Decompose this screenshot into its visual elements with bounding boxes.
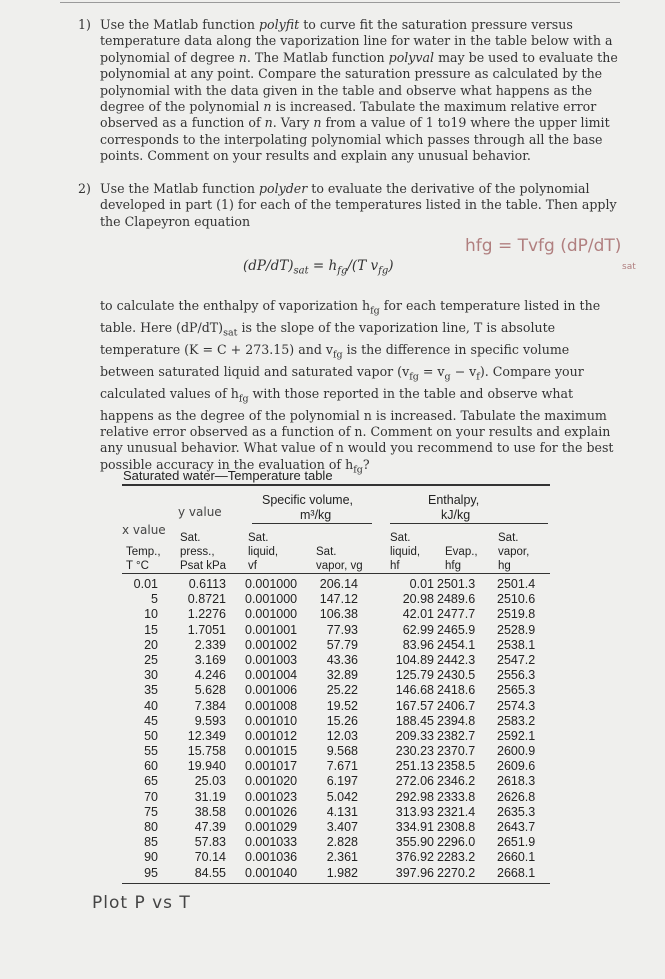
text-line: calculated values of $h_{fg}$ with those reported in the table and observe what (100, 385, 574, 405)
header-temp: Temp., T °C (126, 546, 161, 572)
table-cell: 42.01 (402, 607, 434, 622)
table-cell: 0.001012 (245, 728, 298, 743)
text-line: any unusual behavior. What value of n would you recommend to use for the best (100, 440, 614, 456)
table-cell: 146.68 (395, 683, 434, 698)
col-hg (497, 577, 535, 881)
question-2-number: 2) (78, 181, 91, 196)
header-hfg: Evap., hfg (445, 546, 478, 572)
table-cell: 9.568 (326, 744, 358, 759)
table-cell: 45 (144, 713, 158, 728)
table-cell: 15.758 (187, 744, 226, 759)
table-cell: 188.45 (395, 713, 434, 728)
table-top-rule (122, 484, 550, 486)
table-cell: 50 (144, 728, 158, 743)
table-cell: 77.93 (326, 622, 358, 637)
table-cell: 2556.3 (497, 668, 536, 683)
table-cell: 2358.5 (437, 759, 476, 774)
table-cell: 60 (144, 759, 158, 774)
handwritten-hfg-note: hfg = Tvfg (dP/dT) (465, 236, 622, 256)
table-cell: 2370.7 (437, 744, 476, 759)
table-cell: 2.339 (194, 637, 226, 652)
table-cell: 2465.9 (437, 622, 476, 637)
table-cell: 19.52 (326, 698, 358, 713)
text-line: possible accuracy in the evaluation of $h_{fg}$? (100, 456, 370, 476)
table-cell: 147.12 (319, 592, 358, 607)
table-cell: 2600.9 (497, 744, 536, 759)
table-cell: 230.23 (395, 744, 434, 759)
table-cell: 0.01 (409, 577, 434, 591)
table-cell: 1.982 (326, 865, 358, 880)
table-cell: 40 (144, 698, 158, 713)
table-cell: 70 (144, 789, 158, 804)
table-cell: 0.001040 (245, 865, 298, 880)
text-line: developed in part (1) for each of the temperatures listed in the table. Then apply (100, 197, 617, 213)
table-cell: 2574.3 (497, 698, 536, 713)
table-cell: 0.001010 (245, 713, 298, 728)
table-cell: 32.89 (326, 668, 358, 683)
table-cell: 57.83 (194, 835, 226, 850)
table-title: Saturated water—Temperature table (123, 468, 333, 483)
enthalpy-rule (390, 523, 548, 524)
table-cell: 4.131 (326, 804, 358, 819)
table-cell: 0.001006 (245, 683, 298, 698)
handwritten-x-value: x value (122, 523, 166, 537)
specific-volume-rule (252, 523, 372, 524)
table-cell: 6.197 (326, 774, 358, 789)
table-cell: 272.06 (395, 774, 434, 789)
table-cell: 251.13 (395, 759, 434, 774)
col-hfg (437, 577, 475, 881)
specific-volume-header: Specific volume, (262, 493, 354, 507)
table-cell: 2510.6 (497, 592, 536, 607)
table-cell: 2626.8 (497, 789, 536, 804)
table-cell: 0.001026 (245, 804, 298, 819)
handwritten-plot-note: Plot P vs T (92, 893, 191, 913)
table-cell: 2618.3 (497, 774, 536, 789)
table-cell: 20.98 (402, 592, 434, 607)
table-cell: 104.89 (395, 652, 434, 667)
table-cell: 3.169 (194, 652, 226, 667)
table-cell: 65 (144, 774, 158, 789)
table-cell: 25.03 (194, 774, 226, 789)
text-line: polynomial with the data given in the table and observe what happens as the (100, 82, 593, 98)
table-cell: 2489.6 (437, 592, 476, 607)
table-cell: 2547.2 (497, 652, 536, 667)
table-cell: 1.2276 (187, 607, 226, 622)
table-cell: 2418.6 (437, 683, 476, 698)
table-cell: 106.38 (319, 607, 358, 622)
table-cell: 84.55 (194, 865, 226, 880)
col-vf (245, 577, 297, 881)
table-cell: 397.96 (395, 865, 434, 880)
table-cell: 80 (144, 820, 158, 834)
table-cell: 334.91 (395, 820, 434, 834)
table-cell: 0.001004 (245, 668, 298, 683)
col-hf (388, 577, 434, 881)
question-1 (78, 17, 623, 165)
table-cell: 0.001008 (245, 698, 298, 713)
table-cell: 85 (144, 835, 158, 850)
table-cell: 2270.2 (437, 865, 476, 880)
table-cell: 1.7051 (187, 622, 226, 637)
table-cell: 2.361 (326, 850, 358, 865)
question-1-text (100, 17, 623, 165)
table-cell: 0.001001 (245, 622, 298, 637)
handwritten-y-value: y value (178, 505, 222, 519)
table-cell: 2538.1 (497, 637, 536, 652)
table-cell: 9.593 (194, 713, 226, 728)
table-cell: 12.03 (326, 728, 358, 743)
text-line: corresponds to the interpolating polynomial which passes through all the base (100, 131, 603, 147)
table-cell: 292.98 (395, 789, 434, 804)
table-cell: 2583.2 (497, 713, 536, 728)
text-line: happens as the degree of the polynomial n is increased. Tabulate the maximum (100, 407, 607, 423)
table-cell: 20 (144, 637, 158, 652)
text-line: temperature data along the vaporization line for water in the table below with a (100, 33, 613, 49)
table-cell: 2394.8 (437, 713, 476, 728)
table-cell: 57.79 (326, 637, 358, 652)
table-cell: 2442.3 (437, 652, 476, 667)
table-cell: 2430.5 (437, 668, 476, 683)
question-2-text-a (100, 181, 623, 230)
table-cell: 0.001000 (245, 577, 298, 591)
header-press: Sat. press., Psat kPa (180, 532, 227, 572)
enthalpy-header: Enthalpy, (428, 493, 480, 507)
handwritten-sat-sub: sat (622, 262, 636, 272)
table-cell: 62.99 (402, 622, 434, 637)
table-cell: 376.92 (395, 850, 434, 865)
table-cell: 0.001000 (245, 607, 298, 622)
table-cell: 35 (144, 683, 158, 698)
table-cell: 12.349 (187, 728, 226, 743)
table-cell: 2283.2 (437, 850, 476, 865)
header-hg: Sat. vapor, hg (498, 532, 530, 572)
col-press (168, 577, 226, 881)
table-cell: 70.14 (194, 850, 226, 865)
table-cell: 209.33 (395, 728, 434, 743)
table-cell: 2643.7 (497, 820, 536, 834)
header-vf: Sat. liquid, vf (248, 532, 279, 572)
table-cell: 2651.9 (497, 835, 536, 850)
text-line: relative error observed as a function of n. Comment on your results and explain (100, 424, 611, 440)
table-cell: 5 (151, 592, 158, 607)
table-cell: 2477.7 (437, 607, 476, 622)
table-cell: 2308.8 (437, 820, 476, 834)
table-cell: 0.001023 (245, 789, 298, 804)
table-cell: 0.001003 (245, 652, 298, 667)
header-hf: Sat. liquid, hf (390, 532, 421, 572)
table-cell: 15 (144, 622, 158, 637)
question-2 (78, 181, 623, 230)
table-cell: 75 (144, 804, 158, 819)
question-1-number: 1) (78, 17, 91, 32)
table-cell: 10 (144, 607, 158, 622)
table-header-rule (122, 573, 550, 574)
table-cell: 0.001036 (245, 850, 298, 865)
table-cell: 2406.7 (437, 698, 476, 713)
table-cell: 31.19 (194, 789, 226, 804)
text-line: Use the Matlab function polyfit to curve fit the saturation pressure versus (100, 17, 573, 32)
table-cell: 2519.8 (497, 607, 536, 622)
table-cell: 19.940 (187, 759, 226, 774)
question-2-continued (78, 298, 623, 479)
table-cell: 38.58 (194, 804, 226, 819)
clapeyron-equation: $(dP/dT)_{sat} = h_{fg}/(T$ $v_{fg}$) (243, 258, 394, 277)
table-cell: 7.384 (194, 698, 226, 713)
table-cell: 206.14 (319, 577, 358, 591)
text-line: polynomial of degree n. The Matlab function polyval may be used to evaluate the (100, 49, 618, 65)
table-cell: 2.828 (326, 835, 358, 850)
table-cell: 313.93 (395, 804, 434, 819)
text-line: temperature (K = C + 273.15) and $v_{fg}$ is the difference in specific volume (100, 341, 570, 361)
text-line: Use the Matlab function polyder to evaluate the derivative of the polynomial (100, 181, 590, 196)
table-cell: 2346.2 (437, 774, 476, 789)
text-line: degree of the polynomial n is increased. Tabulate the maximum relative error (100, 99, 597, 115)
table-cell: 2454.1 (437, 637, 476, 652)
table-cell: 2382.7 (437, 728, 476, 743)
table-cell: 355.90 (395, 835, 434, 850)
text-line: table. Here $(dP/dT)_{sat}$ is the slope of the vaporization line, T is absolute (100, 319, 556, 339)
table-cell: 0.001020 (245, 774, 298, 789)
table-cell: 2565.3 (497, 683, 536, 698)
table-cell: 83.96 (402, 637, 434, 652)
table-cell: 2333.8 (437, 789, 476, 804)
table-cell: 2528.9 (497, 622, 536, 637)
table-cell: 0.001029 (245, 820, 298, 834)
text-line: between saturated liquid and saturated vapor $(v_{fg} = v_g - v_f)$. Compare your (100, 363, 584, 383)
table-cell: 55 (144, 744, 158, 759)
enthalpy-unit: kJ/kg (441, 508, 471, 522)
table-cell: 0.01 (133, 577, 158, 591)
table-cell: 0.001033 (245, 835, 298, 850)
col-vg (306, 577, 358, 881)
table-bottom-rule (122, 883, 550, 884)
table-cell: 0.001015 (245, 744, 298, 759)
text-line: points. Comment on your results and explain any unusual behavior. (100, 148, 531, 164)
table-cell: 125.79 (395, 668, 434, 683)
table-cell: 0.001002 (245, 637, 298, 652)
text-line: the Clapeyron equation (100, 213, 251, 229)
table-cell: 2321.4 (437, 804, 476, 819)
top-rule (60, 2, 620, 3)
table-cell: 0.8721 (187, 592, 226, 607)
table-cell: 47.39 (194, 820, 226, 834)
text-line: observed as a function of n. Vary n from a value of 1 to19 where the upper limit (100, 115, 610, 131)
table-cell: 0.001000 (245, 592, 298, 607)
table-cell: 25.22 (326, 683, 358, 698)
specific-volume-unit: m³/kg (300, 508, 332, 522)
table-cell: 2635.3 (497, 804, 536, 819)
header-vg: Sat. vapor, vg (316, 546, 363, 572)
table-cell: 0.6113 (188, 577, 226, 591)
table-cell: 4.246 (194, 668, 226, 683)
table-cell: 2592.1 (497, 728, 536, 743)
table-cell: 3.407 (326, 820, 358, 834)
text-line: polynomial at any point. Compare the saturation pressure as calculated by the (100, 66, 603, 82)
text-line: to calculate the enthalpy of vaporization $h_{fg}$ for each temperature listed in the (100, 298, 601, 317)
table-cell: 167.57 (395, 698, 434, 713)
table-cell: 95 (144, 865, 158, 880)
question-2-text-b (100, 298, 623, 479)
table-cell: 30 (144, 668, 158, 683)
table-cell: 2501.3 (437, 577, 476, 591)
table-cell: 2609.6 (497, 759, 536, 774)
table-cell: 7.671 (326, 759, 358, 774)
table-cell: 5.042 (326, 789, 358, 804)
col-temp (118, 577, 158, 881)
table-cell: 2668.1 (497, 865, 536, 880)
table-cell: 0.001017 (245, 759, 298, 774)
table-cell: 5.628 (194, 683, 226, 698)
table-cell: 2296.0 (437, 835, 476, 850)
table-cell: 90 (144, 850, 158, 865)
table-cell: 15.26 (326, 713, 358, 728)
table-cell: 43.36 (326, 652, 358, 667)
table-cell: 2660.1 (497, 850, 536, 865)
table-cell: 25 (144, 652, 158, 667)
table-cell: 2501.4 (497, 577, 536, 591)
